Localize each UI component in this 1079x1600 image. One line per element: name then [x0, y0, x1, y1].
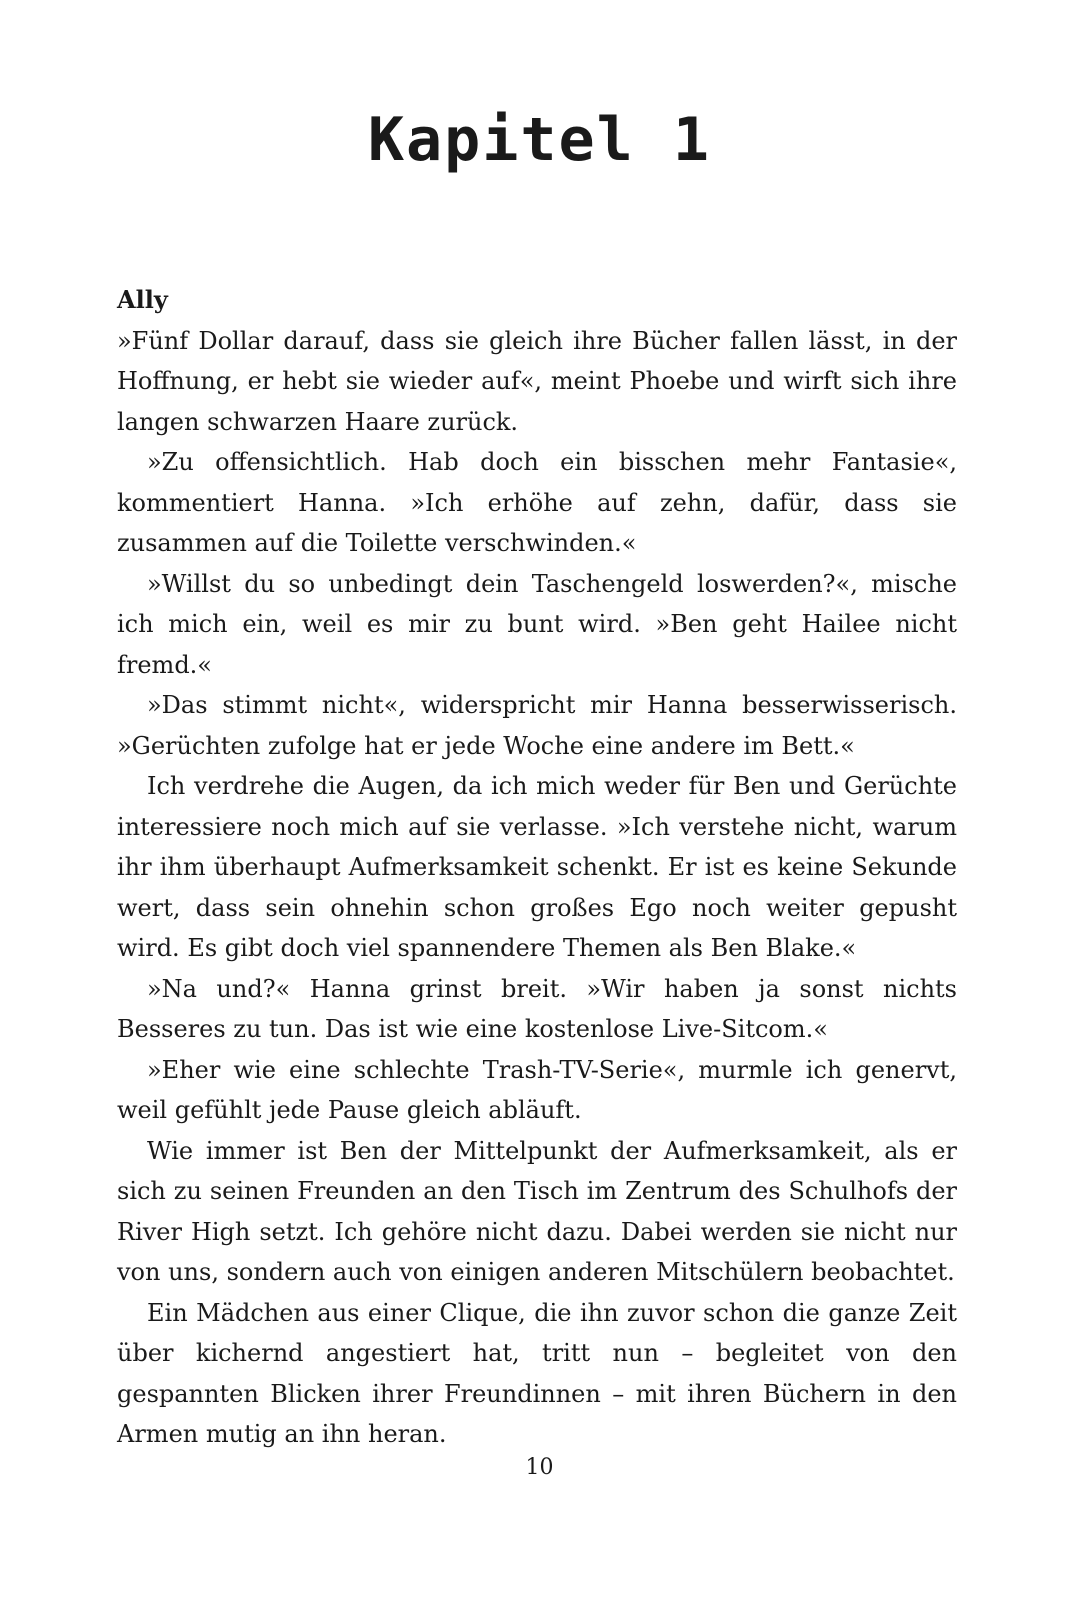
paragraph: »Eher wie eine schlechte Trash-TV-Serie«, murmle ich genervt, weil gefühlt jede Pause gleich abläuft.	[117, 1055, 957, 1124]
paragraph: »Willst du so unbedingt dein Taschengeld loswerden?«, mische ich mich ein, weil es mir zu bunt wird. »Ben geht Hailee nicht fremd.«	[117, 569, 957, 679]
paragraph: »Zu offensichtlich. Hab doch ein bisschen mehr Fantasie«, kommentiert Hanna. »Ich erhöhe auf zehn, dafür, dass sie zusammen auf die Toilette verschwinden.«	[117, 448, 957, 557]
paragraph: Ein Mädchen aus einer Clique, die ihn zuvor schon die ganze Zeit über kichernd angestiert hat, tritt nun – begleitet von den gespannten Blicken ihrer Freundinnen – mit ihren Büchern in den Armen mutig an ihn heran.	[117, 1298, 957, 1448]
page-number: 10	[525, 1455, 554, 1480]
speaker-heading: Ally	[117, 285, 168, 314]
chapter-body	[117, 280, 957, 1455]
paragraph: Wie immer ist Ben der Mittelpunkt der Aufmerksamkeit, als er sich zu seinen Freunden an den Tisch im Zentrum des Schulhofs der River High setzt. Ich gehöre nicht dazu. Dabei werden sie nicht nur von uns, sondern auch von einigen anderen Mitschülern beobachtet.	[117, 1136, 957, 1286]
paragraph: »Das stimmt nicht«, widerspricht mir Hanna besserwisserisch. »Gerüchten zufolge hat er jede Woche eine andere im Bett.«	[117, 691, 957, 760]
chapter-title: Kapitel 1	[367, 105, 712, 175]
paragraph: Ich verdrehe die Augen, da ich mich weder für Ben und Gerüchte interessiere noch mich auf sie verlasse. »Ich verstehe nicht, warum ihr ihm überhaupt Aufmerksamkeit schenkt. Er ist es keine Sekunde wert, dass sein ohnehin schon großes Ego noch weiter gepusht wird. Es gibt doch viel spannendere Themen als Ben Blake.«	[117, 772, 957, 962]
paragraph: »Fünf Dollar darauf, dass sie gleich ihre Bücher fallen lässt, in der Hoffnung, er hebt sie wieder auf«, meint Phoebe und wirft sich ihre langen schwarzen Haare zurück.	[117, 326, 957, 436]
paragraph: »Na und?« Hanna grinst breit. »Wir haben ja sonst nichts Besseres zu tun. Das ist wie eine kostenlose Live-Sitcom.«	[117, 974, 957, 1043]
